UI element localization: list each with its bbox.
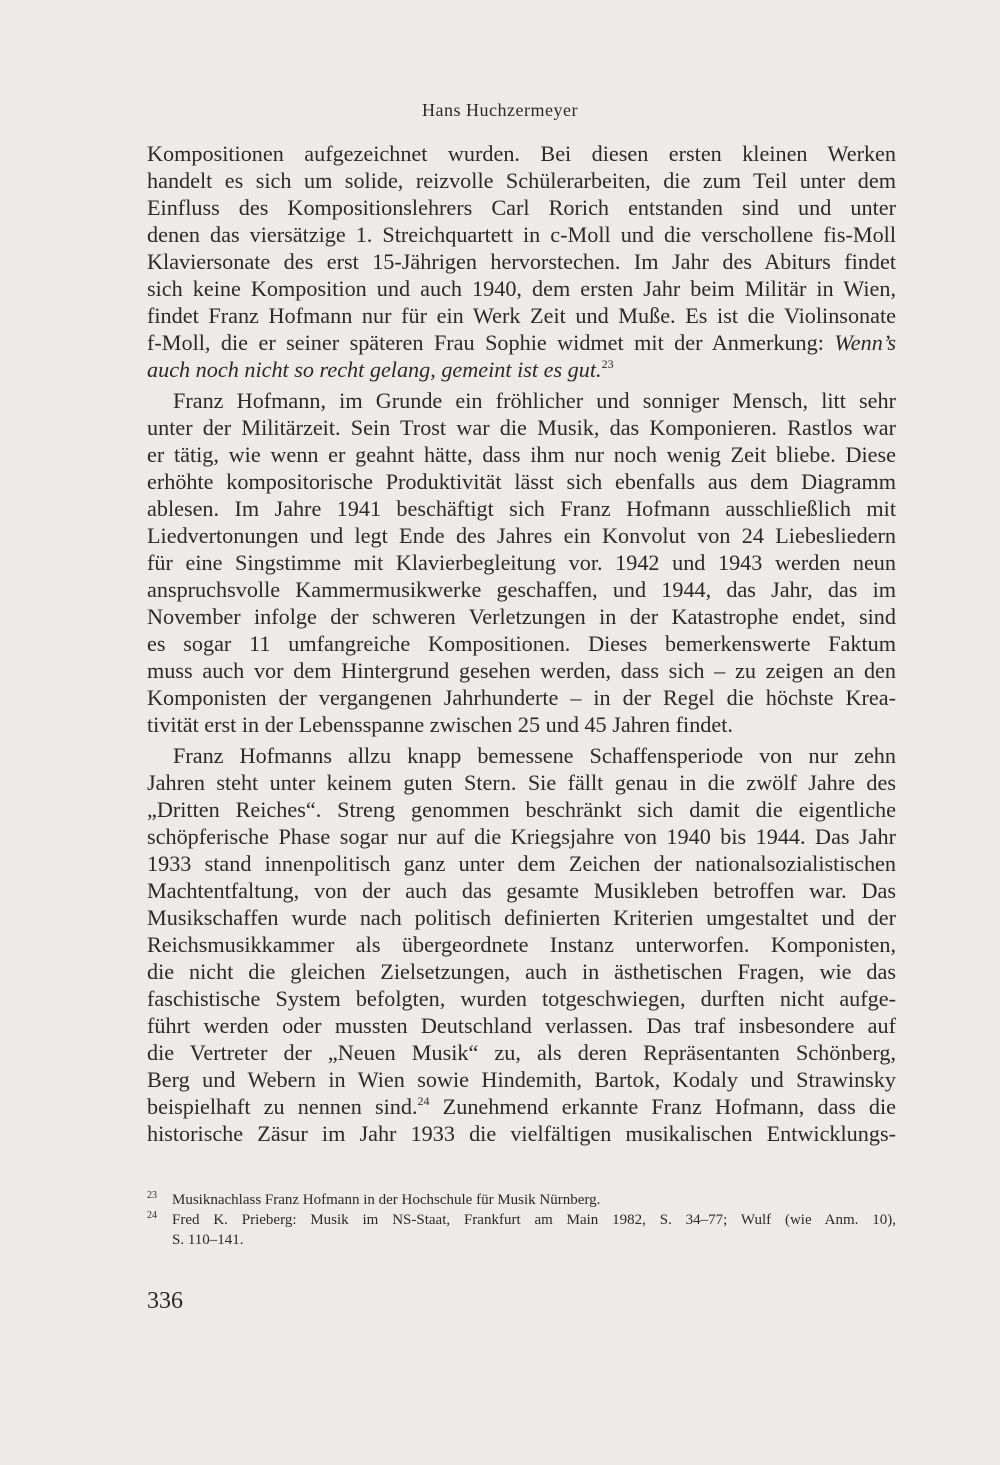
text-line: es sogar 11 umfangreiche Kompositionen. Dieses bemerkenswerte Faktum	[147, 631, 896, 656]
text-line: die Vertreter der „Neuen Musik“ zu, als deren Repräsentanten Schönberg,	[147, 1040, 896, 1065]
text-line: Einfluss des Kompositionslehrers Carl Rorich entstanden sind und unter	[147, 195, 896, 220]
text-line: sich keine Komposition und auch 1940, dem ersten Jahr beim Militär in Wien,	[147, 276, 896, 301]
text-line: Reichsmusikkammer als übergeordnete Instanz unterworfen. Komponisten,	[147, 932, 896, 957]
text-segment: Zunehmend erkannte Franz Hofmann, dass die	[429, 1094, 896, 1119]
text-line: Machtentfaltung, von der auch das gesamte Musikleben betroffen war. Das	[147, 878, 896, 903]
text-line: für eine Singstimme mit Klavierbegleitung vor. 1942 und 1943 werden neun	[147, 550, 896, 575]
text-line: findet Franz Hofmann nur für ein Werk Zeit und Muße. Es ist die Violinsonate	[147, 303, 896, 328]
footnote-number: 23	[147, 1190, 157, 1201]
text-line: Berg und Webern in Wien sowie Hindemith, Bartok, Kodaly und Strawinsky	[147, 1067, 896, 1092]
text-line: erhöhte kompositorische Produktivität lässt sich ebenfalls aus dem Diagramm	[147, 469, 896, 494]
text-line: historische Zäsur im Jahr 1933 die vielfältigen musikalischen Entwicklungs-	[147, 1121, 896, 1146]
paragraph-3	[147, 742, 896, 1147]
text-segment: f-Moll, die er seiner späteren Frau Sophie widmet mit der Anmerkung:	[147, 330, 824, 355]
footnote-24	[147, 1210, 896, 1250]
text-line: ablesen. Im Jahre 1941 beschäftigt sich Franz Hofmann ausschließlich mit	[147, 496, 896, 521]
text-line: Franz Hofmanns allzu knapp bemessene Schaffensperiode von nur zehn	[173, 743, 896, 768]
text-line: schöpferische Phase sogar nur auf die Kriegsjahre von 1940 bis 1944. Das Jahr	[147, 824, 896, 849]
text-line: die nicht die gleichen Zielsetzungen, auch in ästhetischen Fragen, wie das	[147, 959, 896, 984]
text-line: Kompositionen aufgezeichnet wurden. Bei diesen ersten kleinen Werken	[147, 141, 896, 166]
text-line: Franz Hofmann, im Grunde ein fröhlicher und sonniger Mensch, litt sehr	[173, 388, 896, 413]
paragraph-1	[147, 140, 896, 383]
text-line: unter der Militärzeit. Sein Trost war die Musik, das Komponieren. Rastlos war	[147, 415, 896, 440]
body-text	[147, 140, 896, 1147]
footnote-text	[172, 1210, 896, 1250]
footnote-number: 24	[147, 1210, 157, 1221]
footnote-line: S. 110–141.	[172, 1232, 244, 1248]
footnote-reference[interactable]: 24	[417, 1094, 430, 1108]
footnote-23	[147, 1190, 896, 1210]
text-line: anspruchsvolle Kammermusikwerke geschaffen, und 1944, das Jahr, das im	[147, 577, 896, 602]
text-line: muss auch vor dem Hintergrund gesehen werden, dass sich – zu zeigen an den	[147, 658, 896, 683]
footnote-reference[interactable]: 23	[601, 357, 614, 371]
text-line: Jahren steht unter keinem guten Stern. Sie fällt genau in die zwölf Jahre des	[147, 770, 896, 795]
text-line	[147, 356, 896, 383]
text-line: „Dritten Reiches“. Streng genommen beschränkt sich damit die eigentliche	[147, 797, 896, 822]
text-line	[147, 1093, 896, 1120]
text-line: faschistische System befolgten, wurden totgeschwiegen, durften nicht aufge-	[147, 986, 896, 1011]
text-line: handelt es sich um solide, reizvolle Schülerarbeiten, die zum Teil unter dem	[147, 168, 896, 193]
text-line: denen das viersätzige 1. Streichquartett in c-Moll und die verschollene fis-Moll	[147, 222, 896, 247]
quote-text: Wenn’s	[834, 330, 896, 355]
text-line: tivität erst in der Lebensspanne zwischen 25 und 45 Jahren findet.	[147, 712, 733, 737]
footnotes	[147, 1190, 896, 1250]
text-line	[147, 329, 896, 356]
page-number: 336	[147, 1288, 183, 1314]
paragraph-2	[147, 387, 896, 738]
text-line: Musikschaffen wurde nach politisch definierten Kriterien umgestaltet und der	[147, 905, 896, 930]
text-line: Komponisten der vergangenen Jahrhunderte – in der Regel die höchste Krea-	[147, 685, 896, 710]
text-line: Liedvertonungen und legt Ende des Jahres ein Konvolut von 24 Liebesliedern	[147, 523, 896, 548]
quote-text: auch noch nicht so recht gelang, gemeint ist es gut.	[147, 357, 602, 382]
text-segment: beispielhaft zu nennen sind.	[147, 1094, 418, 1119]
text-line: 1933 stand innenpolitisch ganz unter dem Zeichen der nationalsozialistischen	[147, 851, 896, 876]
text-line: führt werden oder mussten Deutschland verlassen. Das traf insbesondere auf	[147, 1013, 896, 1038]
text-line: er tätig, wie wenn er geahnt hätte, dass ihm nur noch wenig Zeit bliebe. Diese	[147, 442, 896, 467]
running-head: Hans Huchzermeyer	[422, 100, 578, 120]
text-line: November infolge der schweren Verletzungen in der Katastrophe endet, sind	[147, 604, 896, 629]
footnote-line: Fred K. Prieberg: Musik im NS-Staat, Frankfurt am Main 1982, S. 34–77; Wulf (wie Anm. 10),	[172, 1212, 896, 1228]
text-line: Klaviersonate des erst 15-Jährigen hervorstechen. Im Jahr des Abiturs findet	[147, 249, 896, 274]
footnote-text	[172, 1190, 896, 1210]
footnote-line: Musiknachlass Franz Hofmann in der Hochschule für Musik Nürnberg.	[172, 1192, 601, 1208]
